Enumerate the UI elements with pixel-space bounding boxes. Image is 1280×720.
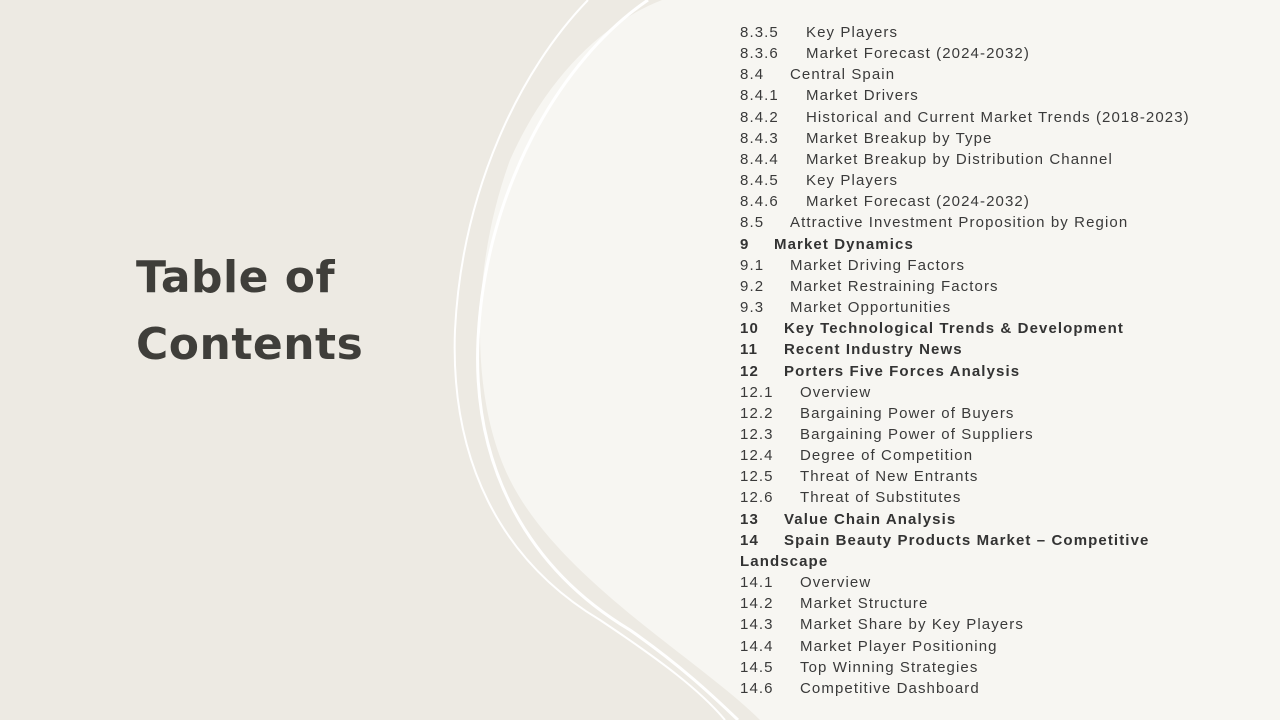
toc-item-label: Market Drivers [806,87,919,105]
toc-item-label: Key Players [806,172,899,190]
toc-item [740,191,1240,212]
toc-item-number: 9.3 [740,299,765,317]
toc-section [740,318,1240,339]
page-title [136,244,363,378]
toc-item-number: 14.3 [740,616,774,634]
toc-section [740,509,1240,530]
toc-section [740,530,1240,572]
toc-item-number: 8.5 [740,214,765,232]
toc-item-number: 8.4.2 [740,108,779,126]
toc-item [740,107,1240,128]
toc-item [740,170,1240,191]
toc-item-number: 14.2 [740,595,774,613]
toc-item-number: 14.1 [740,574,774,592]
toc-item-label: Market Forecast (2024-2032) [806,193,1030,211]
toc-item-label: Market Forecast (2024-2032) [806,45,1030,63]
toc-item-number: 14.4 [740,637,774,655]
toc-item-label: Degree of Competition [800,447,974,465]
toc-item-number: 8.4 [740,66,765,84]
toc-item [740,85,1240,106]
toc-item-label: Spain Beauty Products Market – Competitive Landscape [740,531,1150,570]
toc-item [740,64,1240,85]
toc-item-label: Market Driving Factors [790,256,966,274]
toc-item-label: Central Spain [790,66,896,84]
toc-item-number: 12.6 [740,489,774,507]
toc-item-label: Top Winning Strategies [800,658,979,676]
toc-item-number: 12.1 [740,383,774,401]
toc-item [740,276,1240,297]
toc-item-label: Bargaining Power of Suppliers [800,425,1034,443]
toc-item-number: 10 [740,320,759,338]
toc-item-number: 8.3.6 [740,45,779,63]
toc-item-number: 13 [740,510,759,528]
toc-item-label: Overview [800,383,872,401]
toc-item [740,593,1240,614]
toc-item [740,572,1240,593]
toc-item [740,424,1240,445]
toc-item-label: Porters Five Forces Analysis [784,362,1021,380]
toc-section [740,234,1240,255]
toc-item-label: Historical and Current Market Trends (2018-2023) [806,108,1190,126]
toc-item [740,22,1240,43]
toc-item [740,128,1240,149]
toc-item [740,382,1240,403]
page-title-line-1: Table of [136,252,336,303]
toc-item [740,212,1240,233]
toc-item-number: 8.4.6 [740,193,779,211]
toc-item [740,636,1240,657]
toc-item-label: Competitive Dashboard [800,679,980,697]
toc-item-label: Value Chain Analysis [784,510,957,528]
toc-item-number: 14 [740,531,759,549]
toc-item-number: 8.4.5 [740,172,779,190]
toc-item [740,149,1240,170]
toc-item [740,466,1240,487]
toc-item [740,678,1240,699]
toc-item [740,657,1240,678]
toc-item-number: 12.5 [740,468,774,486]
toc-item-label: Market Share by Key Players [800,616,1024,634]
toc-item-number: 12 [740,362,759,380]
toc-item [740,487,1240,508]
toc-item-number: 14.6 [740,679,774,697]
toc-item-number: 8.4.1 [740,87,779,105]
toc-item-number: 9.1 [740,256,765,274]
toc-item-label: Market Player Positioning [800,637,998,655]
page-title-line-2: Contents [136,319,364,370]
toc-item-number: 8.3.5 [740,24,779,41]
toc-item-label: Key Technological Trends & Development [784,320,1124,338]
toc-item-label: Market Dynamics [774,235,914,253]
toc-item-number: 9 [740,235,750,253]
toc-item-label: Market Breakup by Type [806,129,993,147]
toc-item-label: Recent Industry News [784,341,963,359]
toc-item-number: 8.4.3 [740,129,779,147]
toc-item-number: 8.4.4 [740,150,779,168]
table-of-contents-list [740,22,1240,699]
toc-section [740,339,1240,360]
toc-item-number: 12.2 [740,404,774,422]
toc-item-label: Market Structure [800,595,929,613]
toc-item-number: 14.5 [740,658,774,676]
toc-item-label: Market Opportunities [790,299,952,317]
toc-item [740,297,1240,318]
toc-item-label: Key Players [806,24,899,41]
toc-item-label: Threat of Substitutes [800,489,962,507]
toc-item [740,255,1240,276]
toc-item [740,445,1240,466]
toc-item [740,403,1240,424]
toc-item-label: Market Restraining Factors [790,277,999,295]
toc-item-label: Bargaining Power of Buyers [800,404,1015,422]
toc-item-label: Threat of New Entrants [800,468,979,486]
toc-item-label: Market Breakup by Distribution Channel [806,150,1113,168]
toc-item-number: 12.4 [740,447,774,465]
toc-item-number: 12.3 [740,425,774,443]
toc-item-number: 11 [740,341,759,359]
toc-item-label: Attractive Investment Proposition by Region [790,214,1129,232]
toc-item [740,43,1240,64]
toc-item [740,614,1240,635]
toc-item-number: 9.2 [740,277,765,295]
toc-item-label: Overview [800,574,872,592]
toc-section [740,361,1240,382]
